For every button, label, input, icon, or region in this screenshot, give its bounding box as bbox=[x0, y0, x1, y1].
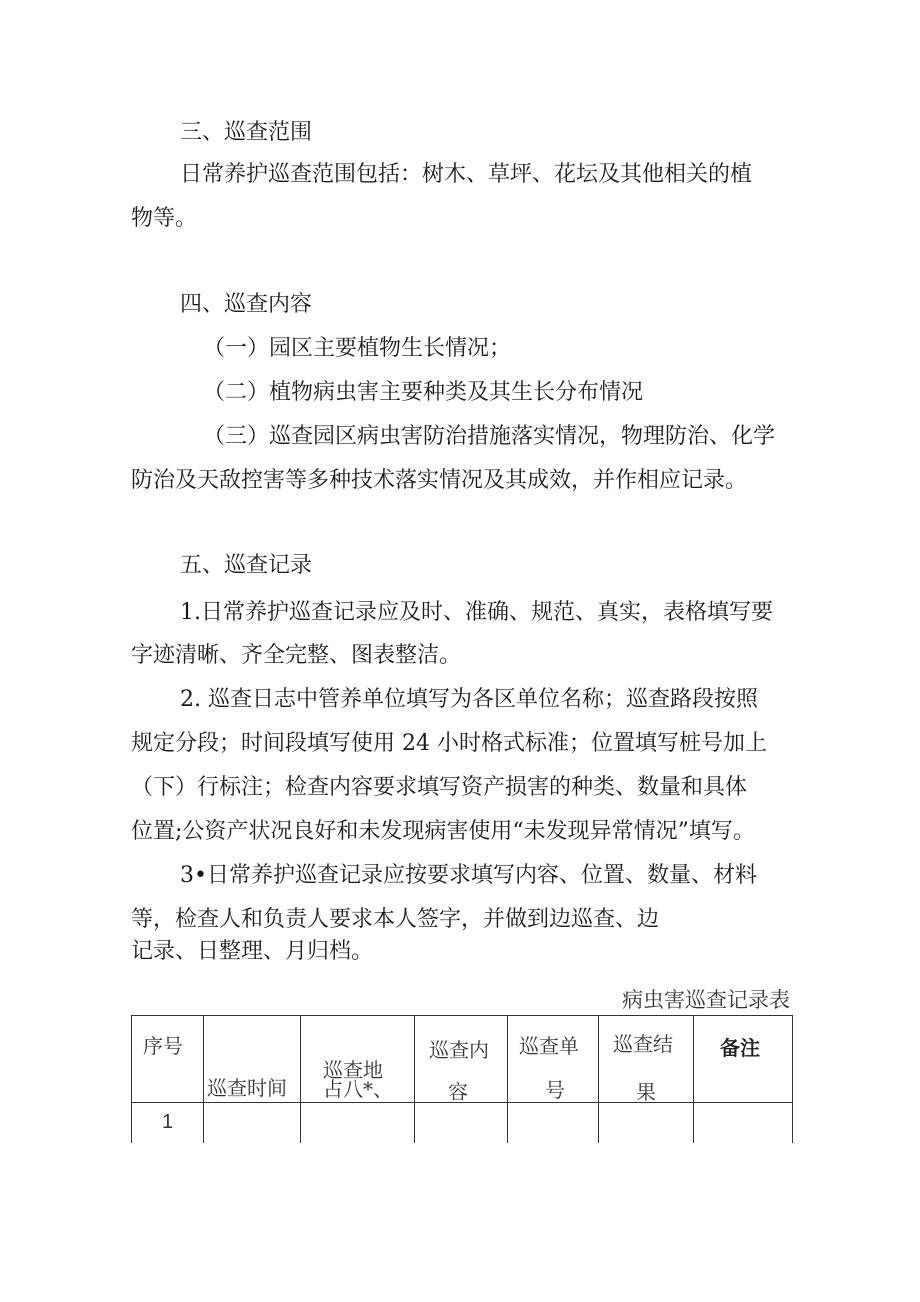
section-3-paragraph-line-2: 物等。 bbox=[131, 206, 198, 231]
table-row bbox=[132, 1103, 793, 1144]
row-1-result-cell bbox=[599, 1103, 694, 1144]
header-number-label-line-1: 巡查单 bbox=[519, 1034, 579, 1058]
section-5-p2-line-4: 位置;公资产状况良好和未发现病害使用“未发现异常情况”填写。 bbox=[131, 819, 755, 844]
row-1-seq: 1 bbox=[162, 1111, 174, 1133]
table-header-row bbox=[132, 1016, 793, 1103]
header-content-label-line-1: 巡查内 bbox=[429, 1038, 489, 1062]
header-place-label-line-1: 巡查地 bbox=[323, 1058, 383, 1082]
header-cell-remark bbox=[694, 1016, 793, 1103]
section-3-paragraph-line-1: 日常养护巡查范围包括：树木、草坪、花坛及其他相关的植 bbox=[180, 162, 753, 187]
section-4-item-2: （二）植物病虫害主要种类及其生长分布情况 bbox=[203, 380, 644, 405]
section-5-heading: 五、巡查记录 bbox=[180, 553, 313, 578]
section-5-p3-line-2: 等，检查人和负责人要求本人签字，并做到边巡查、边 bbox=[131, 907, 660, 932]
section-4-item-3-line-1: （三）巡查园区病虫害防治措施落实情况，物理防治、化学 bbox=[203, 424, 776, 449]
row-1-place-cell bbox=[301, 1103, 415, 1144]
row-1-remark-cell bbox=[694, 1103, 793, 1144]
section-5-p1-line-2: 字迹清晰、齐全完整、图表整洁。 bbox=[131, 643, 462, 668]
section-3-heading: 三、巡查范围 bbox=[180, 120, 313, 145]
header-place-label-line-2: 占八*、 bbox=[323, 1078, 393, 1100]
header-cell-time bbox=[204, 1016, 301, 1103]
section-5-p1-line-1: 1.日常养护巡查记录应及时、准确、规范、真实，表格填写要 bbox=[180, 600, 773, 625]
row-1-seq-cell bbox=[132, 1103, 204, 1144]
header-remark-label: 备注 bbox=[720, 1036, 760, 1060]
section-4-heading: 四、巡查内容 bbox=[180, 292, 313, 317]
inspection-record-table bbox=[131, 1015, 793, 1143]
header-cell-place bbox=[301, 1016, 415, 1103]
row-1-number-cell bbox=[508, 1103, 599, 1144]
header-cell-number bbox=[508, 1016, 599, 1103]
section-5-p2-line-2: 规定分段；时间段填写使用 24 小时格式标准；位置填写桩号加上 bbox=[131, 731, 767, 756]
row-1-content-cell bbox=[415, 1103, 508, 1144]
header-cell-result bbox=[599, 1016, 694, 1103]
header-cell-seq bbox=[132, 1016, 204, 1103]
header-content-label-line-2: 容 bbox=[448, 1082, 468, 1100]
section-4-item-1: （一）园区主要植物生长情况； bbox=[203, 336, 512, 361]
header-result-label-line-1: 巡查结 bbox=[613, 1032, 673, 1056]
header-result-label-line-2: 果 bbox=[636, 1080, 656, 1104]
header-cell-content bbox=[415, 1016, 508, 1103]
row-1-time-cell bbox=[204, 1103, 301, 1144]
header-time-label: 巡查时间 bbox=[207, 1076, 287, 1100]
section-5-p3-line-1: 3•日常养护巡查记录应按要求填写内容、位置、数量、材料 bbox=[180, 863, 757, 888]
header-number-label-line-2: 号 bbox=[545, 1078, 565, 1102]
header-seq-label: 序号 bbox=[143, 1034, 183, 1058]
section-5-p3-line-3: 记录、日整理、月归档。 bbox=[131, 939, 374, 964]
table-caption: 病虫害巡查记录表 bbox=[622, 988, 790, 1012]
section-4-item-3-line-2: 防治及天敌控害等多种技术落实情况及其成效，并作相应记录。 bbox=[131, 468, 748, 493]
section-5-p2-line-1: 2. 巡查日志中管养单位填写为各区单位名称；巡查路段按照 bbox=[180, 687, 758, 712]
section-5-p2-line-3: （下）行标注；检查内容要求填写资产损害的种类、数量和具体 bbox=[131, 775, 748, 800]
